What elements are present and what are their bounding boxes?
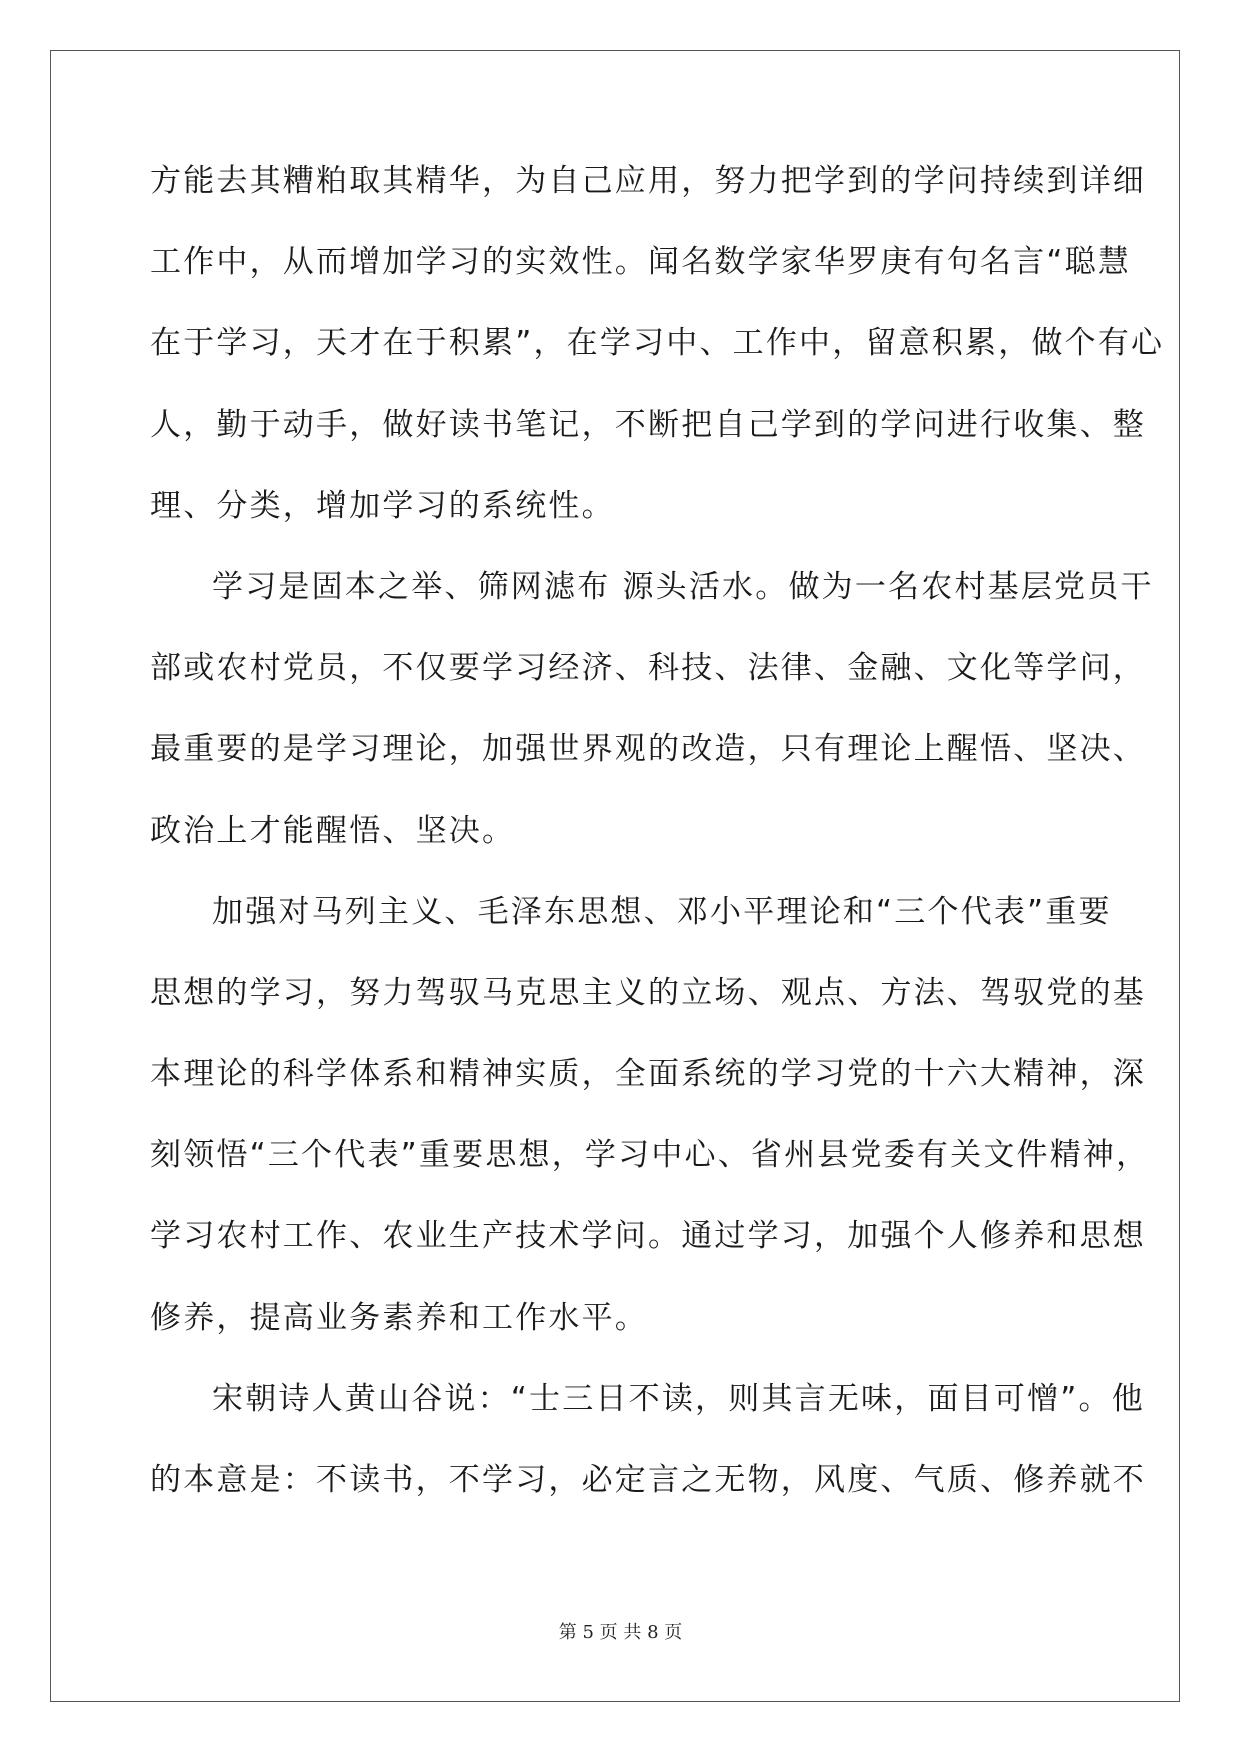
text-line: 人，勤于动手，做好读书笔记，不断把自己学到的学问进行收集、整 — [150, 406, 1146, 443]
text-line: 思想的学习，努力驾驭马克思主义的立场、观点、方法、驾驭党的基 — [150, 974, 1146, 1011]
text-line: 政治上才能醒悟、坚决。 — [150, 812, 516, 849]
text-line: 学习农村工作、农业生产技术学问。通过学习，加强个人修养和思想 — [150, 1218, 1146, 1255]
text-line: 理、分类，增加学习的系统性。 — [150, 487, 615, 524]
text-line: 刻领悟“三个代表”重要思想，学习中心、省州县党委有关文件精神， — [150, 1137, 1150, 1174]
document-body — [150, 158, 1165, 1538]
text-line: 工作中，从而增加学习的实效性。闻名数学家华罗庚有句名言“聪慧 — [150, 244, 1132, 281]
paragraph-first-line: 加强对马列主义、毛泽东思想、邓小平理论和“三个代表”重要 — [212, 893, 1112, 930]
text-line: 的本意是：不读书，不学习，必定言之无物，风度、气质、修养就不 — [150, 1462, 1146, 1498]
paragraph-first-line: 学习是固本之举、筛网滤布 源头活水。做为一名农村基层党员干 — [212, 568, 1154, 605]
text-line: 在于学习，天才在于积累”，在学习中、工作中，留意积累，做个有心 — [150, 325, 1165, 362]
text-line: 部或农村党员，不仅要学习经济、科技、法律、金融、文化等学问， — [150, 650, 1146, 687]
paragraph-first-line: 宋朝诗人黄山谷说：“士三日不读，则其言无味，面目可憎”。他 — [212, 1380, 1145, 1417]
page-number-footer: 第 5 页 共 8 页 — [558, 1622, 683, 1643]
text-line: 本理论的科学体系和精神实质，全面系统的学习党的十六大精神，深 — [150, 1056, 1146, 1093]
text-line: 修养，提高业务素养和工作水平。 — [150, 1299, 648, 1336]
text-line: 最重要的是学习理论，加强世界观的改造，只有理论上醒悟、坚决、 — [150, 731, 1146, 768]
text-line: 方能去其糟粕取其精华，为自己应用，努力把学到的学问持续到详细 — [150, 163, 1146, 199]
